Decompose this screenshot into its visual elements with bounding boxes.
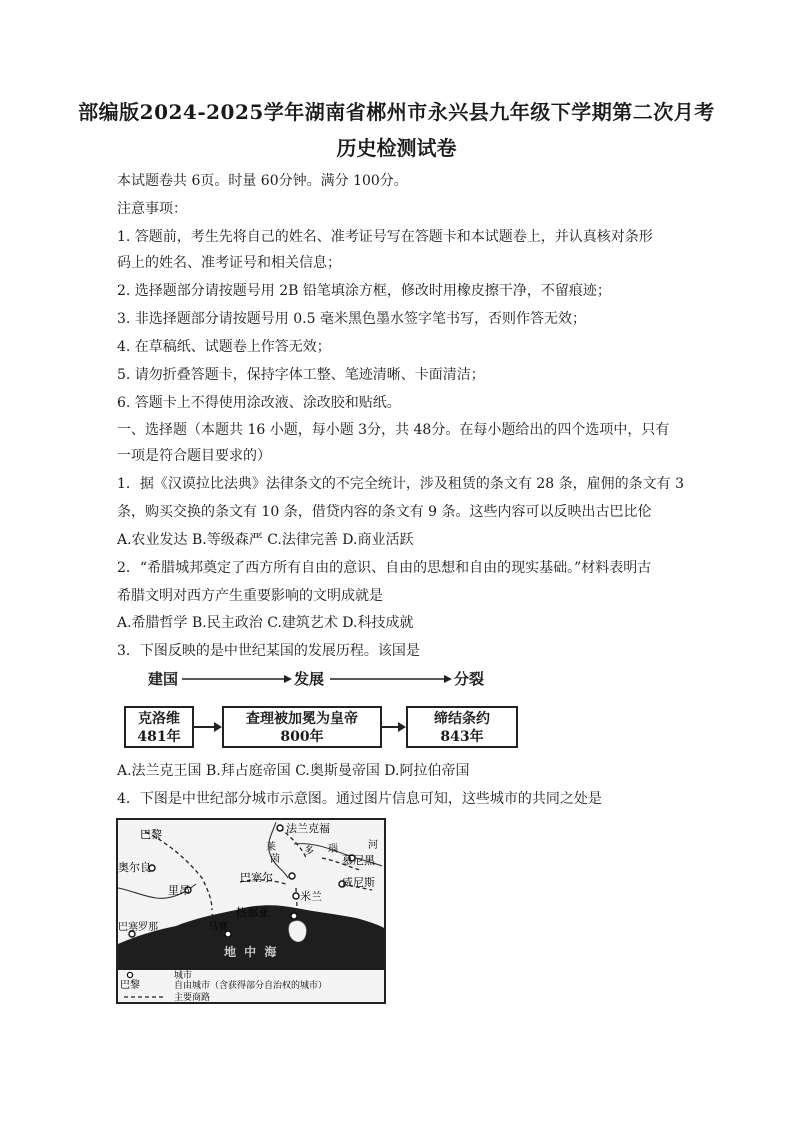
section-heading: 一项是符合题目要求的） [117,448,271,464]
question-3-options: A.法兰克王国 B.拜占庭帝国 C.奥斯曼帝国 D.阿拉伯帝国 [117,763,470,779]
map-city-label: 巴塞尔 [240,871,273,884]
flow-box-charlemagne: 查理被加冕为皇帝 800年 [222,706,382,748]
map-city-label: 奥尔良 [118,861,151,874]
map-city-label: 热那亚 [236,906,269,919]
question-2-stem: 希腊文明对西方产生重要影响的文明成就是 [117,588,383,604]
map-city-label: 巴黎 [140,828,162,841]
flow-label-split: 分裂 [454,670,485,688]
question-1-stem: 1．据《汉谟拉比法典》法律条文的不完全统计，涉及租赁的条文有 28 条，雇佣的条文有 3 [117,476,684,492]
question-1-stem: 条，购买交换的条文有 10 条，借贷内容的条文有 9 条。这些内容可以反映出古巴比伦 [117,504,652,520]
map-river-label: 茵 [270,854,280,865]
question-2-stem: 2．“希腊城邦奠定了西方所有自由的意识、自由的思想和自由的现实基础。”材料表明古 [117,560,652,576]
map-city-label: 威尼斯 [342,876,375,889]
map-river-label: 河 [368,840,378,851]
notice-line: 1. 答题前，考生先将自己的姓名、准考证号写在答题卡和本试题卷上，并认真核对条形 [117,229,653,245]
flow-box-treaty: 缔结条约 843年 [406,706,518,748]
section-heading: 一、选择题（本题共 16 小题，每小题 3分，共 48分。在每小题给出的四个选项中，只有 [117,422,670,438]
map-river-label: 莱 [266,842,276,853]
medieval-cities-map [116,818,386,1004]
map-city-label: 马赛 [208,922,228,933]
map-river-label: 多 [304,846,314,857]
intro-text: 本试题卷共 6页。时量 60分钟。满分 100分。 [117,173,408,189]
legend-free-city: 自由城市（含获得部分自治权的城市） [174,981,328,991]
legend-sample-label: 巴黎 [120,980,140,991]
map-city-label: 里昂 [168,884,190,897]
notice-line: 6. 答题卡上不得使用涂改液、涂改胶和贴纸。 [117,395,401,411]
notice-line: 码上的姓名、准考证号和相关信息； [117,255,341,271]
question-4-stem: 4．下图是中世纪部分城市示意图。通过图片信息可知，这些城市的共同之处是 [117,791,602,807]
legend-city: 城市 [174,971,193,981]
flow-box-clovis: 克洛维 481年 [124,706,194,748]
map-city-label: 巴塞罗那 [118,922,158,933]
development-flowchart [118,668,518,752]
map-sea-label: 地 中 海 [224,945,279,959]
question-3-stem: 3．下图反映的是中世纪某国的发展历程。该国是 [117,643,420,659]
notice-line: 4. 在草稿纸、试题卷上作答无效； [117,339,331,355]
question-2-options: A.希腊哲学 B.民主政治 C.建筑艺术 D.科技成就 [117,615,414,631]
map-city-label: 米兰 [300,890,322,903]
map-city-label: 慕尼黑 [342,854,375,867]
notice-heading: 注意事项： [117,201,187,217]
flow-label-founding: 建国 [148,670,179,688]
notice-line: 5. 请勿折叠答题卡，保持字体工整、笔迹清晰、卡面清洁； [117,367,485,383]
notice-line: 2. 选择题部分请按题号用 2B 铅笔填涂方框，修改时用橡皮擦干净，不留痕迹； [117,283,611,299]
exam-subtitle: 历史检测试卷 [336,136,457,160]
question-1-options: A.农业发达 B.等级森严 C.法律完善 D.商业活跃 [117,532,414,548]
exam-title: 部编版2024-2025学年湖南省郴州市永兴县九年级下学期第二次月考 [78,100,715,124]
notice-line: 3. 非选择题部分请按题号用 0.5 毫米黑色墨水签字笔书写，否则作答无效； [117,311,586,327]
map-river-label: 瑙 [328,844,338,855]
flow-label-development: 发展 [294,670,325,688]
map-city-label: 法兰克福 [286,822,330,835]
legend-route: 主要商路 [174,993,211,1003]
